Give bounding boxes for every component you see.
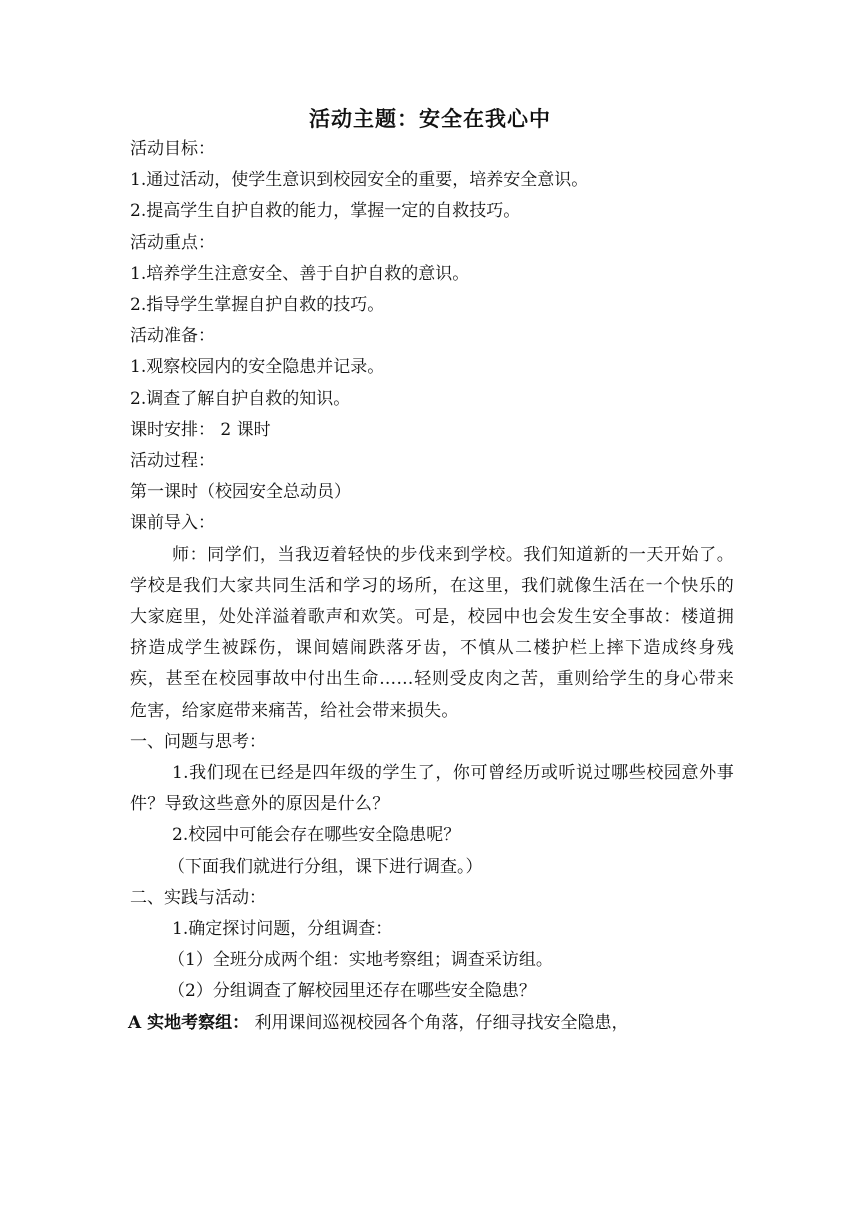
schedule-line: [130, 415, 734, 446]
schedule-value: 2 课时: [215, 419, 271, 440]
section-1-heading: 一、问题与思考：: [130, 731, 266, 752]
section-2-heading: 二、实践与活动：: [130, 887, 266, 908]
schedule-label: 课时安排：: [130, 419, 215, 440]
goals-heading: 活动目标：: [130, 139, 215, 159]
document-title: 活动主题：安全在我心中: [309, 106, 551, 131]
question-2: 2.校园中可能会存在哪些安全隐患呢？: [172, 825, 461, 846]
practice-item-1: 1.确定探讨问题，分组调查：: [172, 919, 393, 940]
practice-item-1a: （1）全班分成两个组：实地考察组；调查采访组。: [168, 950, 553, 971]
prep-item-2: 2.调查了解自护自救的知识。: [130, 388, 351, 409]
prep-heading: 活动准备：: [130, 326, 215, 347]
intro-heading: 课前导入：: [130, 513, 215, 534]
document-body: [130, 134, 734, 1039]
question-note: （下面我们就进行分组，课下进行调查。）: [168, 856, 483, 877]
group-a-label: A 实地考察组：: [128, 1012, 250, 1033]
focus-item-1: 1.培养学生注意安全、善于自护自救的意识。: [130, 263, 470, 284]
prep-item-1: 1.观察校园内的安全隐患并记录。: [130, 357, 385, 378]
focus-heading: 活动重点：: [130, 232, 215, 253]
process-heading: 活动过程：: [130, 451, 215, 472]
group-a-text: 利用课间巡视校园各个角落，仔细寻找安全隐患，: [249, 1012, 629, 1033]
practice-item-1b: （2）分组调查了解校园里还存在哪些安全隐患？: [168, 981, 536, 1002]
question-1: 1.我们现在已经是四年级的学生了，你可曾经历或听说过哪些校园意外事件？导致这些意外的原因是什么？: [130, 763, 734, 815]
goal-item-1: 1.通过活动，使学生意识到校园安全的重要，培养安全意识。: [130, 170, 589, 191]
group-a-line: [128, 1008, 734, 1039]
lesson-1-heading: 第一课时（校园安全总动员）: [130, 482, 351, 503]
goal-item-2: 2.提高学生自护自救的能力，掌握一定的自救技巧。: [130, 201, 521, 222]
intro-paragraph: 师：同学们，当我迈着轻快的步伐来到学校。我们知道新的一天开始了。学校是我们大家共同生活和学习的场所，在这里，我们就像生活在一个快乐的大家庭里，处处洋溢着歌声和欢笑。可是，校园中也会发生安全事故：楼道拥挤造成学生被踩伤，课间嬉闹跌落牙齿，不慎从二楼护栏上摔下造成终身残疾，甚至在校园事故中付出生命……轻则受皮肉之苦，重则给学生的身心带来危害，给家庭带来痛苦，给社会带来损失。: [130, 544, 734, 721]
focus-item-2: 2.指导学生掌握自护自救的技巧。: [130, 295, 385, 316]
